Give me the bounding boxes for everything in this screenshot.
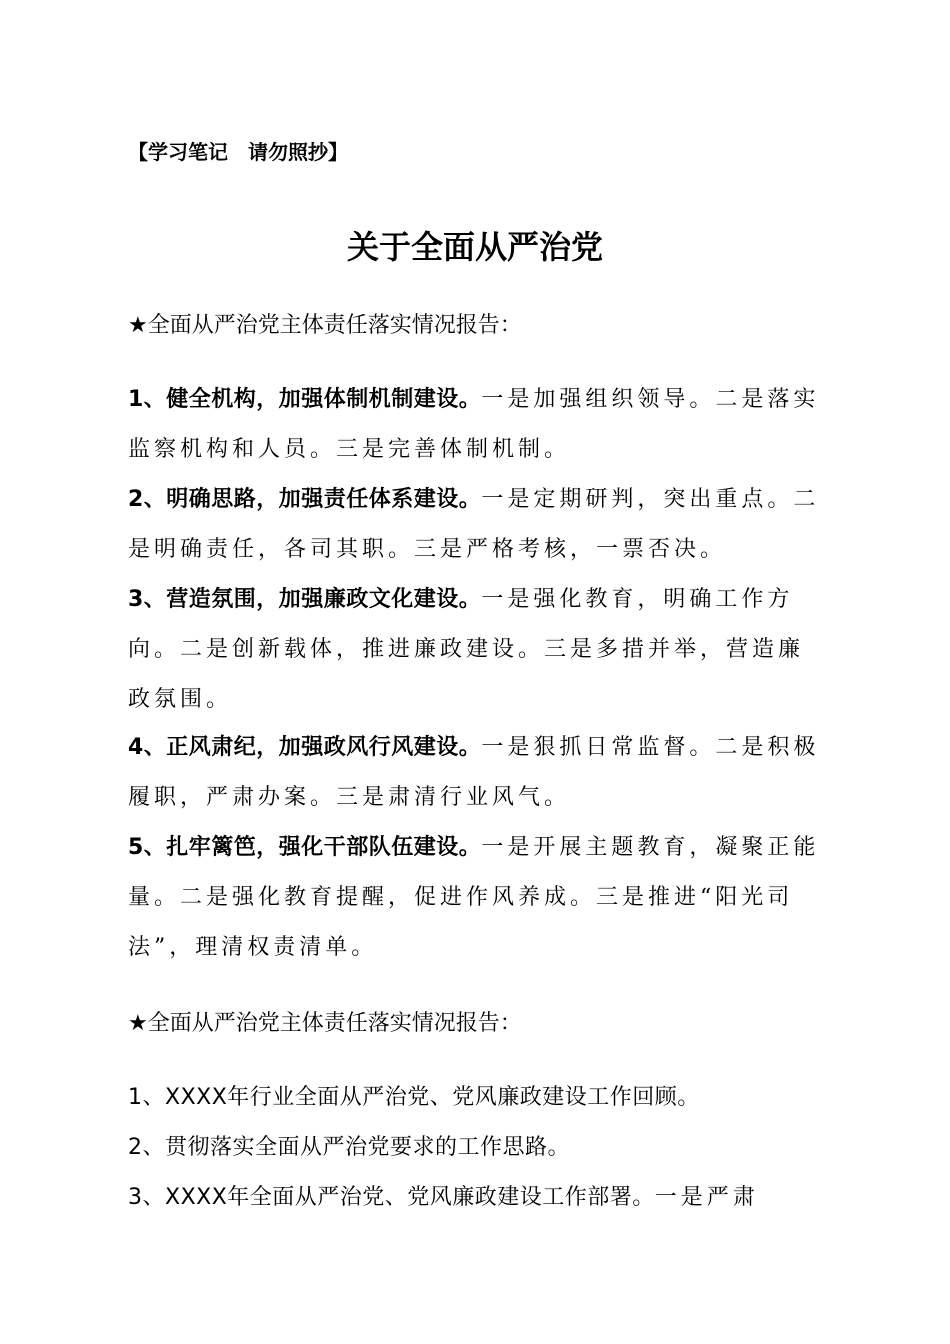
item-body: 一是严肃 (654, 1185, 759, 1210)
section-heading: ★全面从严治党主体责任落实情况报告： (128, 313, 522, 338)
page-title: 关于全面从严治党 (346, 228, 603, 266)
list-item (128, 575, 823, 725)
list-item (128, 1073, 823, 1123)
item-lead: 5、扎牢篱笆，强化干部队伍建设。 (128, 835, 482, 860)
item-lead: 2、贯彻落实全面从严治党要求的工作思路。 (128, 1135, 570, 1160)
item-lead: 2、明确思路，加强责任体系建设。 (128, 487, 482, 512)
item-lead: 3、XXXX年全面从严治党、党风廉政建设工作部署。 (128, 1185, 655, 1210)
item-body: 一是强化教育，明确工作方向。二是创新载体，推进廉政建设。三是多措并举，营造廉政氛围。 (128, 587, 805, 712)
item-body: 一是狠抓日常监督。二是积极履职，严肃办案。三是肃清行业风气。 (128, 735, 820, 810)
item-lead: 3、营造氛围，加强廉政文化建设。 (128, 587, 482, 612)
list-item (128, 475, 823, 575)
list-item (128, 1123, 823, 1173)
item-body: 一是定期研判，突出重点。二是明确责任，各司其职。三是严格考核，一票否决。 (128, 487, 820, 562)
item-lead: 4、正风肃纪，加强政风行风建设。 (128, 735, 482, 760)
item-body: 一是加强组织领导。二是落实监察机构和人员。三是完善体制机制。 (128, 387, 820, 462)
list-item (128, 1173, 823, 1223)
list-item (128, 375, 823, 475)
list-item (128, 723, 823, 823)
item-lead: 1、XXXX年行业全面从严治党、党风廉政建设工作回顾。 (128, 1085, 700, 1110)
header-note: 【学习笔记 请勿照抄】 (128, 140, 348, 164)
list-item (128, 823, 823, 973)
item-body: 一是开展主题教育，凝聚正能量。二是强化教育提醒，促进作风养成。三是推进“阳光司法”，理清权责清单。 (128, 835, 820, 960)
item-lead: 1、健全机构，加强体制机制建设。 (128, 387, 482, 412)
section-heading: ★全面从严治党主体责任落实情况报告： (128, 1011, 522, 1036)
